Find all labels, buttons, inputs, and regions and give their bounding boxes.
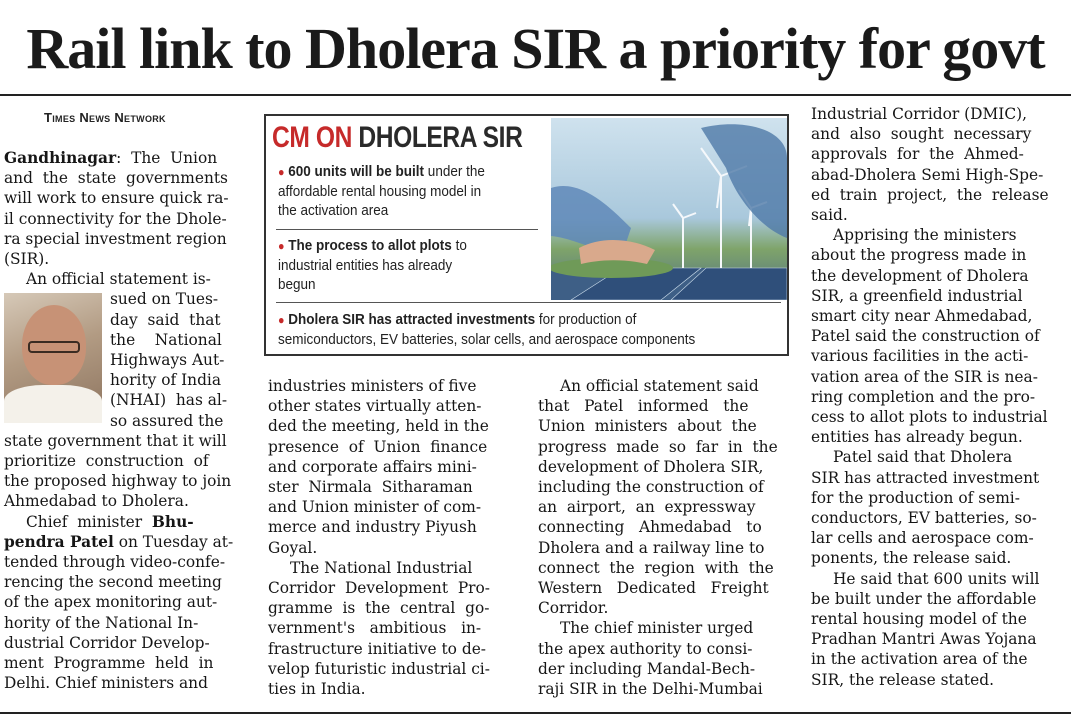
text-line: SIR has attracted investment: [811, 468, 1040, 487]
bullet-1-bold: 600 units will be built: [288, 163, 425, 180]
text-line: lar cells and aerospace com-: [811, 529, 1034, 548]
bullet-divider-2: [276, 302, 781, 303]
text-line: conductors, EV batteries, so-: [811, 509, 1037, 528]
text-line: the development of Dholera: [811, 266, 1029, 285]
infobox-bullet-3: [278, 310, 695, 349]
text-line: tended through video-confe-: [4, 553, 226, 572]
text-line: rental housing model of the: [811, 610, 1027, 629]
text-line: and corporate affairs mini-: [268, 457, 477, 476]
headline: Rail link to Dholera SIR a priority for govt: [26, 16, 1045, 81]
text-line: vation area of the SIR is nea-: [811, 367, 1038, 386]
text-line: the proposed highway to join: [4, 472, 232, 491]
byline: Times News Network: [44, 110, 166, 125]
text-line: connecting Ahmedabad to: [538, 518, 762, 537]
glasses-icon: [28, 341, 80, 353]
text-line: connect the region with the: [538, 558, 774, 577]
text-line: dustrial Corridor Develop-: [4, 633, 210, 652]
text-line: ponents, the release said.: [811, 549, 1012, 568]
renewable-energy-graphic: [551, 118, 787, 300]
text-line: Highways Aut-: [110, 351, 225, 370]
text-line: ster Nirmala Sitharaman: [268, 478, 473, 497]
text-line: hority of India: [110, 371, 222, 390]
chief-minister-photo: [4, 293, 102, 423]
infobox-title-dark: DHOLERA SIR: [358, 121, 523, 154]
text-line: in the activation area of the: [811, 650, 1028, 669]
text-line: SIR, a greenfield industrial: [811, 286, 1023, 305]
bullet-3-line-2: semiconductors, EV batteries, solar cells, and aerospace components: [278, 331, 696, 348]
text-line: rencing the second meeting: [4, 573, 222, 592]
text-line: ded the meeting, held in the: [268, 417, 489, 436]
text-fragment: on Tuesday at-: [113, 532, 234, 551]
cm-name-part1: Bhu-: [151, 512, 194, 531]
text-line: smart city near Ahmedabad,: [811, 307, 1033, 326]
article-column-2: [268, 376, 516, 699]
headline-rule: [0, 94, 1071, 96]
text-line: day said that: [110, 310, 221, 329]
text-line: The chief minister urged: [560, 619, 754, 638]
text-line: Pradhan Mantri Awas Yojana: [811, 630, 1037, 649]
text-line: Industrial Corridor (DMIC),: [811, 105, 1028, 123]
text-line: merce and industry Piyush: [268, 518, 477, 537]
text-line: velop futuristic industrial ci-: [268, 659, 490, 678]
text-line: sued on Tues-: [110, 290, 219, 309]
text-line: other states virtually atten-: [268, 397, 482, 416]
text-line: gramme is the central go-: [268, 599, 490, 618]
solar-wind-illustration: [551, 118, 787, 300]
bullet-1-line-2: affordable rental housing model in: [278, 183, 482, 200]
text-line: Corridor.: [538, 599, 609, 618]
bullet-dot-icon: ●: [278, 313, 285, 327]
text-line: (NHAI) has al-: [110, 391, 228, 410]
text-line: vernment's ambitious in-: [268, 619, 482, 638]
bullet-divider-1: [276, 229, 538, 230]
text-line: that Patel informed the: [538, 397, 749, 416]
text-line: An official statement said: [560, 377, 759, 395]
text-line: various facilities in the acti-: [811, 347, 1029, 366]
text-line: cess to allot plots to industrial: [811, 408, 1048, 427]
text-line: (SIR).: [4, 250, 50, 269]
text-line: progress made so far in the: [538, 437, 778, 456]
infobox-title-red: CM ON: [272, 121, 352, 154]
text-line: ring completion and the pro-: [811, 387, 1036, 406]
bullet-2-line-3: begun: [278, 276, 316, 293]
text-line: development of Dholera SIR,: [538, 457, 764, 476]
bullet-dot-icon: ●: [278, 165, 285, 179]
text-line: An official statement is-: [26, 270, 211, 289]
text-line: an airport, an expressway: [538, 498, 756, 517]
cm-intro: Chief minister: [26, 512, 152, 531]
text-line: Dholera and a railway line to: [538, 538, 765, 557]
text-line: Apprising the ministers: [833, 226, 1017, 245]
text-line: and also sought necessary: [811, 125, 1032, 144]
text-line: Corridor Development Pro-: [268, 579, 490, 598]
dateline-rest: : The Union: [116, 149, 218, 167]
bullet-1-line-3: the activation area: [278, 202, 389, 219]
dateline-line: [4, 148, 242, 168]
text-line: prioritize construction of: [4, 452, 209, 471]
text-line: The National Industrial: [290, 558, 473, 577]
text-line: Goyal.: [268, 538, 318, 557]
text-line: ed train project, the release: [811, 185, 1049, 204]
bullet-2-line-2: industrial entities has already: [278, 257, 453, 274]
article-column-4: [811, 104, 1057, 690]
text-line: raji SIR in the Delhi-Mumbai: [538, 680, 763, 699]
infobox-title: [272, 120, 522, 156]
dateline: Gandhinagar: [4, 149, 117, 167]
text-line: der including Mandal-Bech-: [538, 659, 756, 678]
cm-name-part2: pendra Patel: [4, 532, 114, 551]
text-line: SIR, the release stated.: [811, 670, 994, 689]
bullet-3-line-1: for production of: [538, 311, 637, 328]
text-line: frastructure initiative to de-: [268, 639, 487, 658]
infobox-bullet-2: [278, 236, 467, 294]
text-line: Union ministers about the: [538, 417, 757, 436]
text-line: the National: [110, 330, 222, 349]
text-line: and Union minister of com-: [268, 498, 482, 517]
text-line: will work to ensure quick ra-: [4, 189, 229, 208]
text-line: Delhi. Chief ministers and: [4, 674, 208, 693]
text-line: of the apex monitoring aut-: [4, 593, 218, 612]
text-line: ra special investment region: [4, 229, 227, 248]
text-line: industries ministers of five: [268, 377, 477, 395]
text-line: abad-Dholera Semi High-Spe-: [811, 165, 1044, 184]
text-line: about the progress made in: [811, 246, 1027, 265]
shirt: [4, 385, 102, 423]
article-column-3: [538, 376, 786, 699]
bullet-dot-icon: ●: [278, 239, 285, 253]
text-line: presence of Union finance: [268, 437, 488, 456]
article-column-1: [4, 148, 242, 693]
text-line: ment Programme held in: [4, 654, 214, 673]
bullet-1-line-1: under the: [427, 163, 485, 180]
text-line: entities has already begun.: [811, 428, 1023, 447]
text-line: said.: [811, 206, 848, 225]
text-line: including the construction of: [538, 478, 764, 497]
bullet-2-bold: The process to allot plots: [288, 237, 452, 254]
text-line: Western Dedicated Freight: [538, 579, 769, 598]
text-line: [4, 532, 242, 552]
text-line: Patel said the construction of: [811, 327, 1040, 346]
text-line: be built under the affordable: [811, 589, 1037, 608]
infobox-bullet-1: [278, 162, 485, 220]
bullet-3-bold: Dholera SIR has attracted investments: [288, 311, 536, 328]
text-line: Ahmedabad to Dholera.: [4, 492, 189, 511]
text-line: hority of the National In-: [4, 613, 199, 632]
text-line: ties in India.: [268, 680, 366, 699]
text-line: the apex authority to consi-: [538, 639, 753, 658]
text-line: il connectivity for the Dhole-: [4, 209, 227, 228]
cm-on-dholera-infobox: [264, 114, 789, 356]
text-line: and the state governments: [4, 169, 228, 188]
text-line: so assured the: [110, 411, 224, 430]
text-line: state government that it will: [4, 431, 227, 450]
text-line: for the production of semi-: [811, 488, 1020, 507]
text-line: Patel said that Dholera: [833, 448, 1013, 467]
text-line: [4, 512, 242, 532]
bullet-2-line-1: to: [455, 237, 467, 254]
text-line: He said that 600 units will: [833, 569, 1040, 588]
text-line: approvals for the Ahmed-: [811, 145, 1024, 164]
